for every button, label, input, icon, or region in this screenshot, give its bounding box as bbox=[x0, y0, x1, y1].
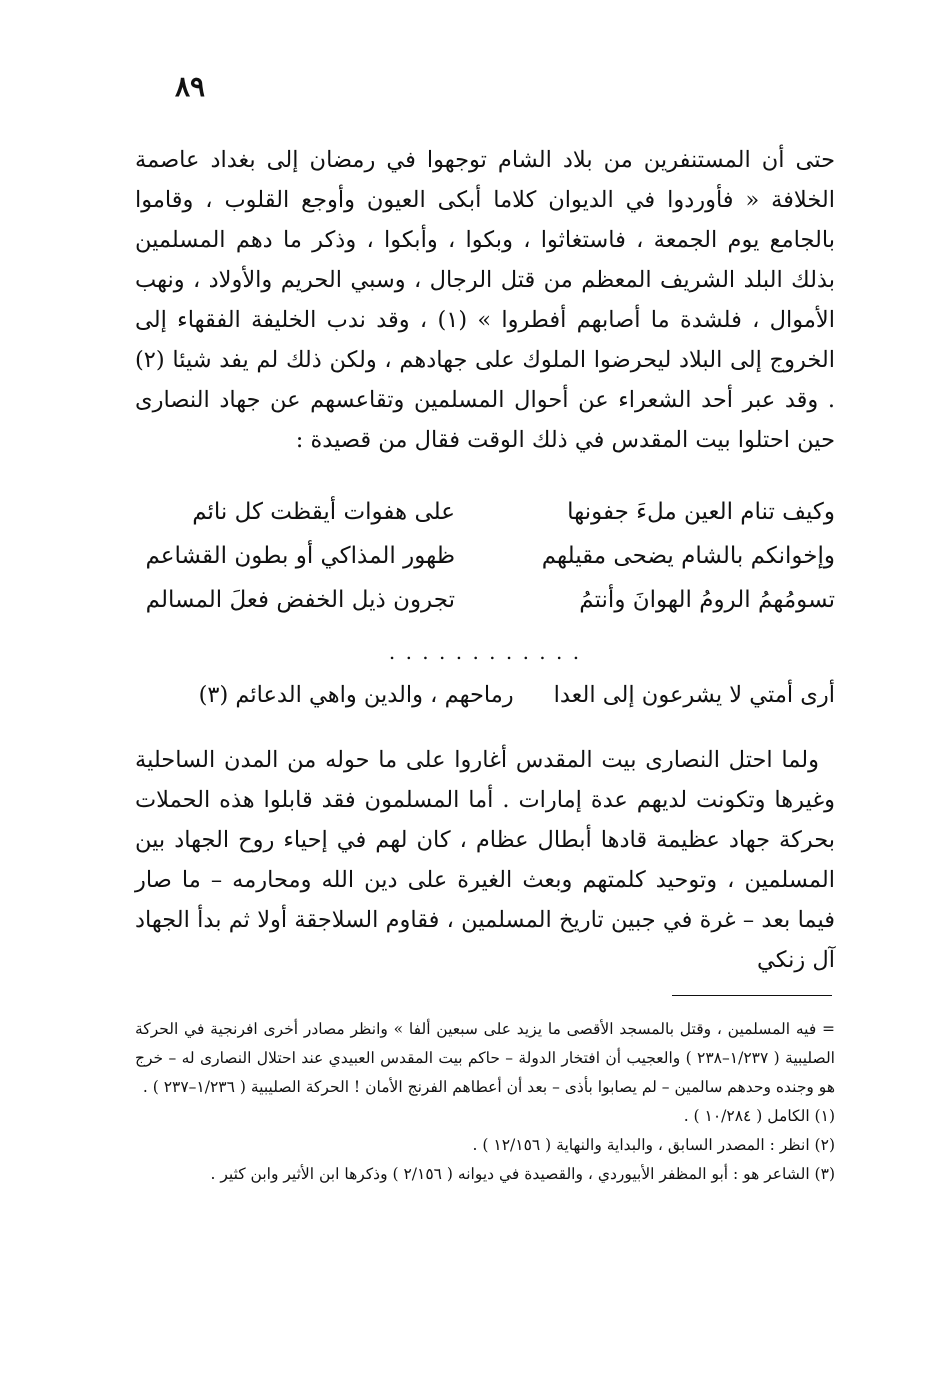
verse-second-hemistich: على هفوات أيقظت كل نائم bbox=[192, 499, 455, 525]
paragraph-text: حتى أن المستنفرين من بلاد الشام توجهوا في رمضان إلى بغداد عاصمة الخلافة « فأوردوا في الديوان كلاما أبكى العيون وأوجع القلوب ، وقاموا بالجامع يوم الجمعة ، فاستغاثوا ، وبكوا ، وأبكوا ، وذكر ما دهم المسلمين بذلك البلد الشريف المعظم من قتل الرجال ، وسبي الحريم والأولاد ، ونهب الأموال ، فلشدة ما أصابهم أفطروا » (١) ، وقد ندب الخليفة الفقهاء إلى الخروج إلى البلاد ليحرضوا الملوك على جهادهم ، ولكن ذلك لم يفد شيئا (٢) . وقد عبر أحد الشعراء عن أحوال المسلمين وتقاعسهم عن جهاد النصارى حين احتلوا بيت المقدس في ذلك الوقت فقال من قصيدة : bbox=[135, 147, 835, 453]
poem-verse bbox=[135, 534, 835, 578]
poem-final-verse bbox=[135, 682, 835, 708]
verse-second-hemistich: ظهور المذاكي أو بطون القشاعم bbox=[145, 543, 455, 569]
verse-second-hemistich: تجرون ذيل الخفض فعلَ المسالم bbox=[145, 587, 455, 613]
footnote-continuation: = فيه المسلمين ، وقتل بالمسجد الأقصى ما يزيد على سبعين ألفا » وانظر مصادر أخرى افرنجية في الحركة الصليبية ( ١/٢٣٧–٢٣٨ ) والعجيب أن افتخار الدولة – حاكم بيت المقدس العبيدي عند احتلال النصارى له – خرج هو وجنده وحدهم سالمين – لم يصابوا بأذى – بعد أن أعطاهم الفرنج الأمان ! الحركة الصليبية ( ١/٢٣٦–٢٣٧ ) . bbox=[135, 1020, 835, 1096]
footnote-item: (٣) الشاعر هو : أبو المظفر الأبيوردي ، والقصيدة في ديوانه ( ٢/١٥٦ ) وذكرها ابن الأثير وابن كثير . bbox=[210, 1165, 835, 1183]
verse-first-hemistich: وإخوانكم بالشام يضحى مقيلهم bbox=[541, 543, 835, 569]
verse-second-hemistich: رماحهم ، والدين واهي الدعائم (٣) bbox=[198, 682, 514, 708]
main-paragraph-1 bbox=[135, 140, 835, 460]
footnotes-section bbox=[135, 1015, 835, 1189]
verse-first-hemistich: أرى أمتي لا يشرعون إلى العدا bbox=[553, 682, 835, 708]
page-number: ٨٩ bbox=[174, 70, 206, 103]
verse-first-hemistich: تسومُهمُ الرومُ الهوانَ وأنتمُ bbox=[579, 587, 835, 613]
poem-block bbox=[135, 490, 835, 622]
poem-verse bbox=[135, 578, 835, 622]
footnote-item: (١) الكامل ( ١٠/٢٨٤ ) . bbox=[683, 1107, 835, 1125]
footnote-separator bbox=[672, 995, 832, 996]
poem-verse bbox=[135, 490, 835, 534]
poem-omission-marker: . . . . . . . . . . . . bbox=[388, 640, 582, 664]
footnote-item: (٢) انظر : المصدر السابق ، والبداية والنهاية ( ١٢/١٥٦ ) . bbox=[472, 1136, 835, 1154]
main-paragraph-2 bbox=[135, 740, 835, 980]
verse-first-hemistich: وكيف تنام العين ملءَ جفونها bbox=[567, 499, 835, 525]
paragraph-text: ولما احتل النصارى بيت المقدس أغاروا على ما حوله من المدن الساحلية وغيرها وتكونت لديهم عدة إمارات . أما المسلمون فقد قابلوا هذه الحملات بحركة جهاد عظيمة قادها أبطال عظام ، كان لهم في إحياء روح الجهاد بين المسلمين ، وتوحيد كلمتهم وبعث الغيرة على دين الله ومحارمه – ما صار فيما بعد – غرة في جبين تاريخ المسلمين ، فقاوم السلاجقة أولا ثم بدأ الجهاد آل زنكي bbox=[135, 747, 835, 973]
